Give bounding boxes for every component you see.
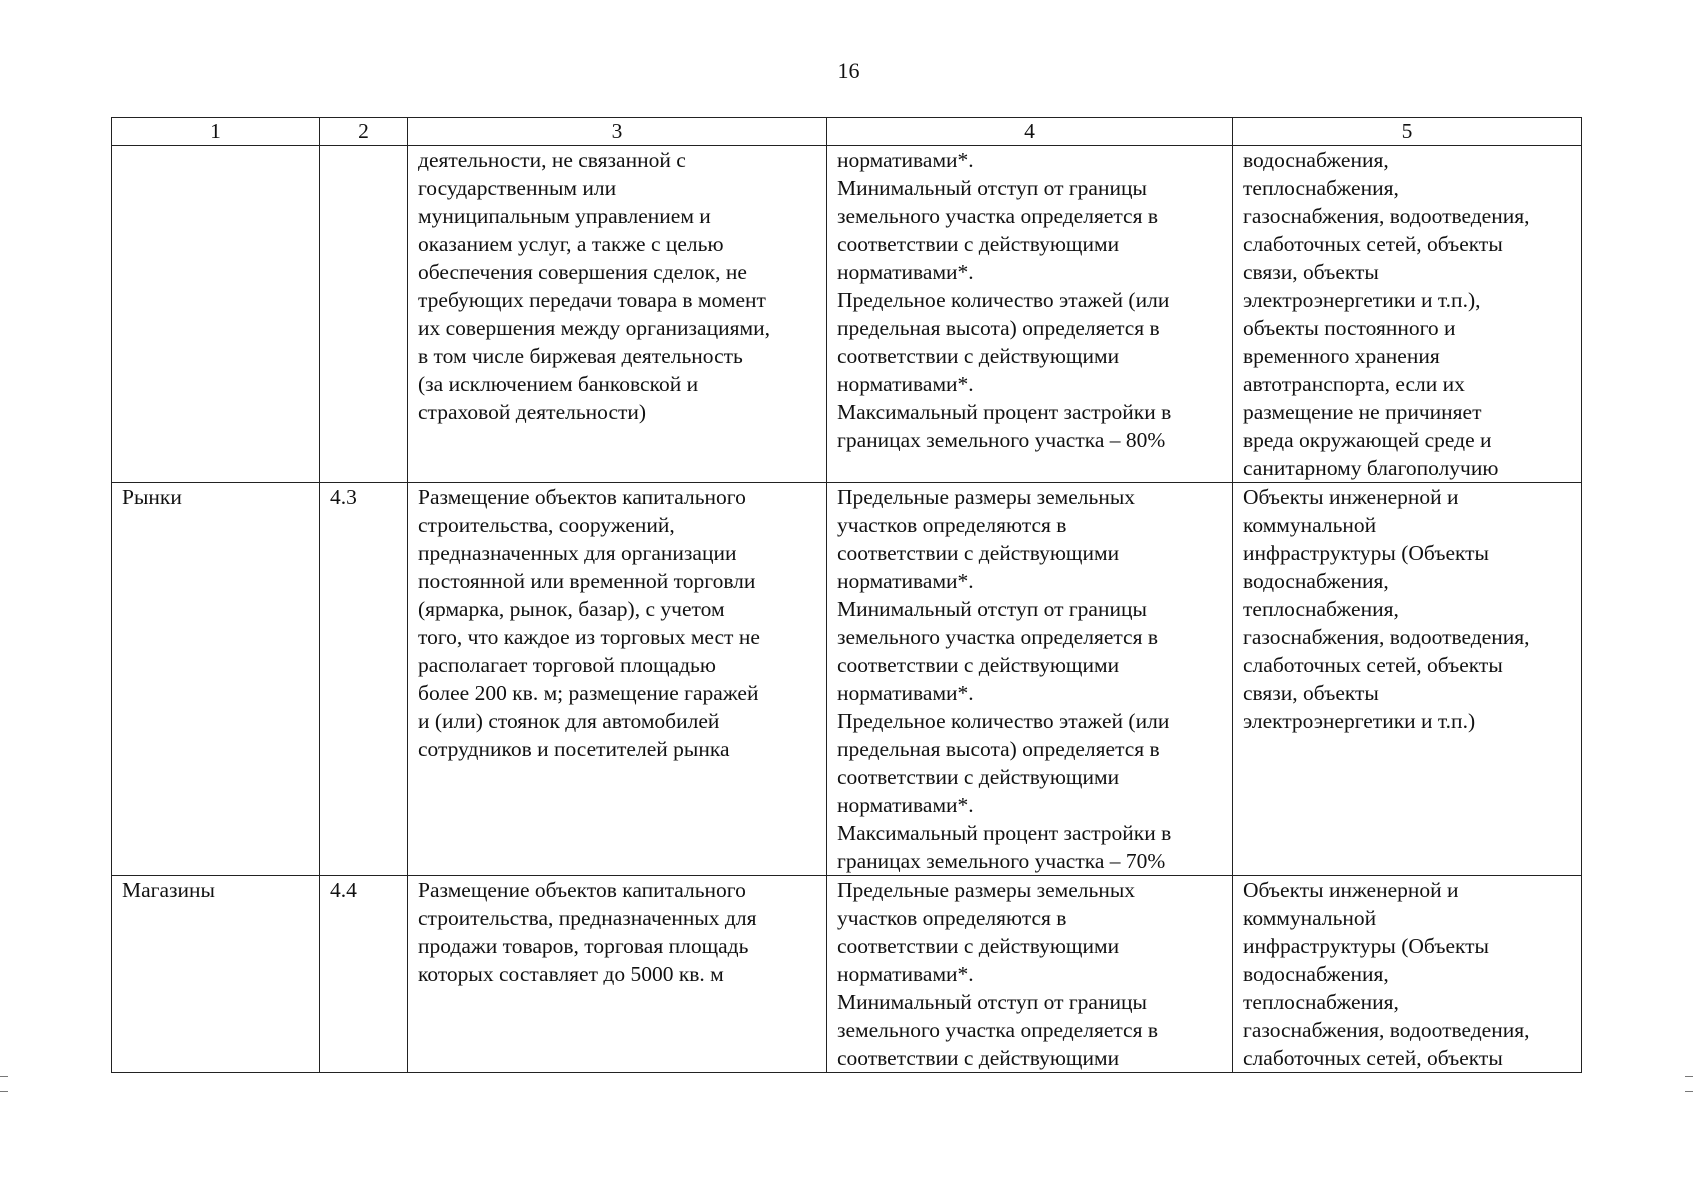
land-use-table xyxy=(111,117,1582,1073)
cell-text-line: обеспечения совершения сделок, не xyxy=(418,260,747,284)
cell-text-line: нормативами*. xyxy=(837,372,974,396)
cell-text-line: Предельные размеры земельных xyxy=(837,878,1136,902)
cell-text-line: коммунальной xyxy=(1243,906,1377,930)
cell-text-line: строительства, предназначенных для xyxy=(418,906,757,930)
cell-text-line: электроэнергетики и т.п.) xyxy=(1243,709,1476,733)
table-row-shops xyxy=(112,876,1582,1073)
cell-text-line: временного хранения xyxy=(1243,344,1440,368)
cell-text-line: связи, объекты xyxy=(1243,260,1379,284)
cell-text-line: и (или) стоянок для автомобилей xyxy=(418,709,720,733)
cell-text-line: инфраструктуры (Объекты xyxy=(1243,541,1490,565)
cell-text-line: слаботочных сетей, объекты xyxy=(1243,1046,1503,1070)
cell-text-line: водоснабжения, xyxy=(1243,962,1389,986)
cell-text-line: соответствии с действующими xyxy=(837,765,1120,789)
cell-text-line: автотранспорта, если их xyxy=(1243,372,1465,396)
cell-text-line: их совершения между организациями, xyxy=(418,316,770,340)
cell-text-line: нормативами*. xyxy=(837,793,974,817)
cell-text-line: Объекты инженерной и xyxy=(1243,485,1459,509)
cell-text-line: Предельные размеры земельных xyxy=(837,485,1136,509)
cell-text-line: более 200 кв. м; размещение гаражей xyxy=(418,681,759,705)
cell-text-line: газоснабжения, водоотведения, xyxy=(1243,1018,1530,1042)
cell-text-line: Максимальный процент застройки в xyxy=(837,821,1172,845)
cell-text-line: того, что каждое из торговых мест не xyxy=(418,625,760,649)
cell-text-line: участков определяются в xyxy=(837,513,1067,537)
use-type-name-cell xyxy=(112,876,320,1073)
table-row-continuation xyxy=(112,146,1582,483)
cell-text-line: водоснабжения, xyxy=(1243,148,1389,172)
cell-text-line: земельного участка определяется в xyxy=(837,204,1158,228)
cell-text-line: Размещение объектов капитального xyxy=(418,878,746,902)
column-header-2: 2 xyxy=(320,118,408,146)
cell-text-line: слаботочных сетей, объекты xyxy=(1243,653,1503,677)
cell-text-line: 4.4 xyxy=(330,878,357,902)
cell-text-line: которых составляет до 5000 кв. м xyxy=(418,962,724,986)
cell-text-line: оказанием услуг, а также с целью xyxy=(418,232,724,256)
use-type-name-cell xyxy=(112,146,320,483)
cell-text-line: вреда окружающей среде и xyxy=(1243,428,1492,452)
use-description-cell xyxy=(408,483,827,876)
cell-text-line: Предельное количество этажей (или xyxy=(837,288,1170,312)
cell-text-line: участков определяются в xyxy=(837,906,1067,930)
cell-text-line: земельного участка определяется в xyxy=(837,1018,1158,1042)
cell-text-line: продажи товаров, торговая площадь xyxy=(418,934,749,958)
auxiliary-uses-cell xyxy=(1233,146,1582,483)
cell-text-line: соответствии с действующими xyxy=(837,934,1120,958)
cell-text-line: Размещение объектов капитального xyxy=(418,485,746,509)
cell-text-line: нормативами*. xyxy=(837,260,974,284)
cell-text-line: постоянной или временной торговли xyxy=(418,569,756,593)
cell-text-line: располагает торговой площадью xyxy=(418,653,716,677)
cell-text-line: нормативами*. xyxy=(837,569,974,593)
cell-text-line: Минимальный отступ от границы xyxy=(837,990,1147,1014)
cell-text-line: границах земельного участка – 70% xyxy=(837,849,1166,873)
use-type-code-cell xyxy=(320,146,408,483)
parameters-cell xyxy=(827,146,1233,483)
auxiliary-uses-cell xyxy=(1233,876,1582,1073)
cell-text-line: Магазины xyxy=(122,878,215,902)
cell-text-line: объекты постоянного и xyxy=(1243,316,1456,340)
cell-text-line: страховой деятельности) xyxy=(418,400,647,424)
cell-text-line: санитарному благополучию xyxy=(1243,456,1499,480)
cell-text-line: соответствии с действующими xyxy=(837,1046,1120,1070)
cell-text-line: предельная высота) определяется в xyxy=(837,316,1160,340)
cell-text-line: электроэнергетики и т.п.), xyxy=(1243,288,1481,312)
cell-text-line: газоснабжения, водоотведения, xyxy=(1243,204,1530,228)
cell-text-line: строительства, сооружений, xyxy=(418,513,675,537)
parameters-cell xyxy=(827,876,1233,1073)
table-row-markets xyxy=(112,483,1582,876)
cell-text-line: связи, объекты xyxy=(1243,681,1379,705)
cell-text-line: Рынки xyxy=(122,485,182,509)
cell-text-line: соответствии с действующими xyxy=(837,344,1120,368)
cell-text-line: 4.3 xyxy=(330,485,357,509)
scan-edge-mark xyxy=(1685,1076,1693,1092)
cell-text-line: водоснабжения, xyxy=(1243,569,1389,593)
cell-text-line: теплоснабжения, xyxy=(1243,990,1399,1014)
cell-text-line: предельная высота) определяется в xyxy=(837,737,1160,761)
cell-text-line: в том числе биржевая деятельность xyxy=(418,344,743,368)
cell-text-line: предназначенных для организации xyxy=(418,541,737,565)
cell-text-line: соответствии с действующими xyxy=(837,541,1120,565)
use-type-code-cell xyxy=(320,876,408,1073)
cell-text-line: муниципальным управлением и xyxy=(418,204,711,228)
column-header-1: 1 xyxy=(112,118,320,146)
cell-text-line: соответствии с действующими xyxy=(837,653,1120,677)
scan-edge-mark xyxy=(0,1076,8,1092)
cell-text-line: коммунальной xyxy=(1243,513,1377,537)
column-number-row xyxy=(112,118,1582,146)
cell-text-line: земельного участка определяется в xyxy=(837,625,1158,649)
column-header-3: 3 xyxy=(408,118,827,146)
cell-text-line: соответствии с действующими xyxy=(837,232,1120,256)
cell-text-line: нормативами*. xyxy=(837,681,974,705)
cell-text-line: деятельности, не связанной с xyxy=(418,148,686,172)
page-number: 16 xyxy=(837,58,860,83)
column-header-4: 4 xyxy=(827,118,1233,146)
cell-text-line: требующих передачи товара в момент xyxy=(418,288,766,312)
cell-text-line: нормативами*. xyxy=(837,148,974,172)
cell-text-line: Минимальный отступ от границы xyxy=(837,176,1147,200)
cell-text-line: границах земельного участка – 80% xyxy=(837,428,1166,452)
cell-text-line: нормативами*. xyxy=(837,962,974,986)
cell-text-line: инфраструктуры (Объекты xyxy=(1243,934,1490,958)
use-type-name-cell xyxy=(112,483,320,876)
cell-text-line: Предельное количество этажей (или xyxy=(837,709,1170,733)
parameters-cell xyxy=(827,483,1233,876)
use-description-cell xyxy=(408,146,827,483)
cell-text-line: Минимальный отступ от границы xyxy=(837,597,1147,621)
cell-text-line: теплоснабжения, xyxy=(1243,176,1399,200)
cell-text-line: теплоснабжения, xyxy=(1243,597,1399,621)
cell-text-line: (ярмарка, рынок, базар), с учетом xyxy=(418,597,725,621)
cell-text-line: сотрудников и посетителей рынка xyxy=(418,737,730,761)
use-type-code-cell xyxy=(320,483,408,876)
cell-text-line: газоснабжения, водоотведения, xyxy=(1243,625,1530,649)
cell-text-line: размещение не причиняет xyxy=(1243,400,1482,424)
auxiliary-uses-cell xyxy=(1233,483,1582,876)
cell-text-line: (за исключением банковской и xyxy=(418,372,699,396)
cell-text-line: Максимальный процент застройки в xyxy=(837,400,1172,424)
cell-text-line: государственным или xyxy=(418,176,617,200)
use-description-cell xyxy=(408,876,827,1073)
cell-text-line: слаботочных сетей, объекты xyxy=(1243,232,1503,256)
column-header-5: 5 xyxy=(1233,118,1582,146)
cell-text-line: Объекты инженерной и xyxy=(1243,878,1459,902)
